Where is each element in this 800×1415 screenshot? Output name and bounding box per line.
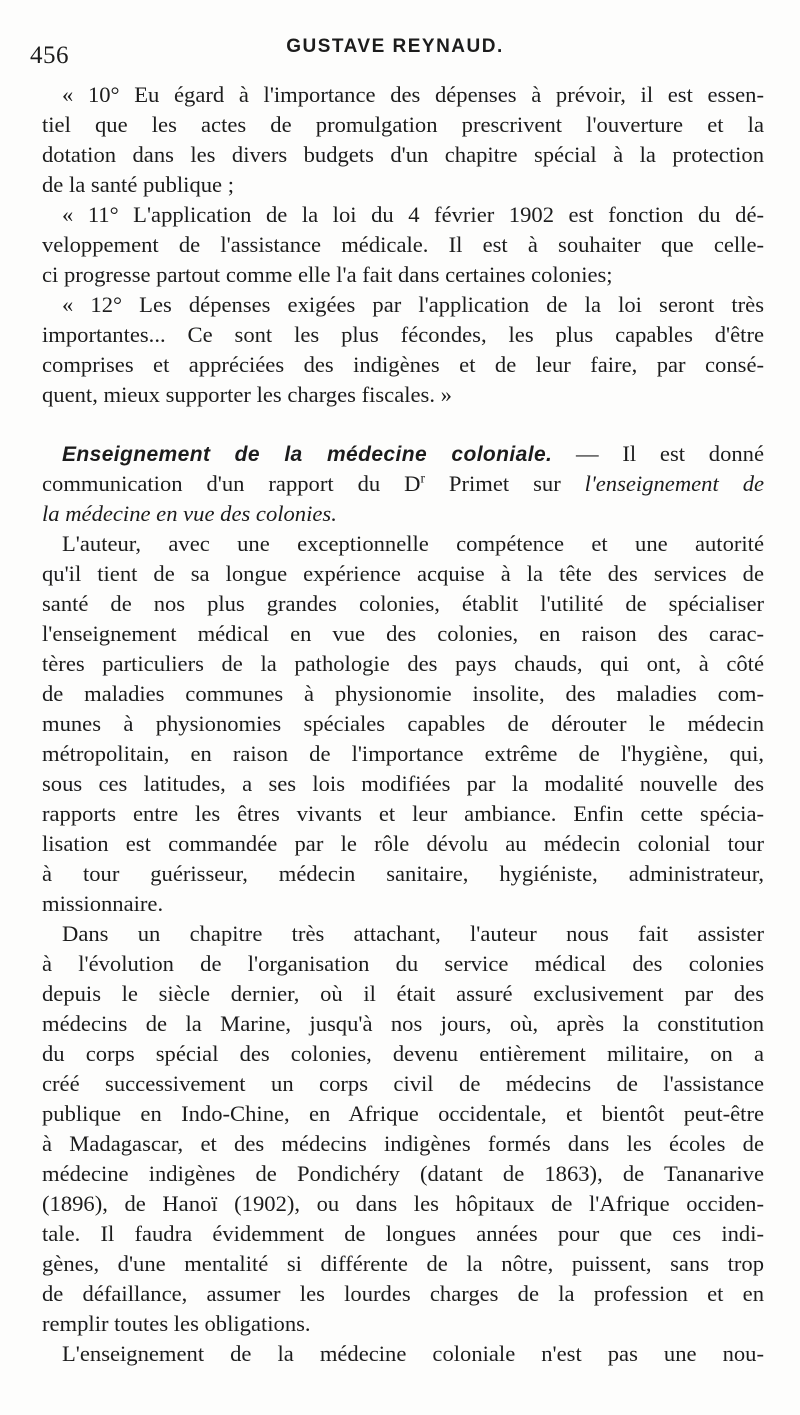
text-line <box>42 469 764 499</box>
text-line: « 11° L'application de la loi du 4 février 1902 est fonction du dé- <box>62 202 764 227</box>
text-line: du corps spécial des colonies, devenu entièrement militaire, on a <box>42 1041 764 1066</box>
text-line: de défaillance, assumer les lourdes charges de la profession et en <box>42 1281 764 1306</box>
text-line: lisation est commandée par le rôle dévolu au médecin colonial tour <box>42 831 764 856</box>
text-line: santé de nos plus grandes colonies, établit l'utilité de spécialiser <box>42 591 764 616</box>
text-line: l'enseignement médical en vue des colonies, en raison des carac- <box>42 621 764 646</box>
text-line: quent, mieux supporter les charges fiscales. » <box>42 382 452 407</box>
text-line: de maladies communes à physionomie insolite, des maladies com- <box>42 681 764 706</box>
paragraph-final <box>42 1339 764 1369</box>
text-line: importantes... Ce sont les plus fécondes, les plus capables d'être <box>42 322 764 347</box>
section-heading-line <box>42 439 764 469</box>
text-line: à tour guérisseur, médecin sanitaire, hygiéniste, administrateur, <box>42 861 764 886</box>
text-line: publique en Indo-Chine, en Afrique occidentale, et bientôt peut-être <box>42 1101 764 1126</box>
section-gap <box>42 410 764 439</box>
page-number: 456 <box>30 42 69 69</box>
text-line: L'auteur, avec une exceptionnelle compétence et une autorité <box>62 531 764 556</box>
section-heading-paragraph <box>42 439 764 529</box>
paragraph-chapter <box>42 919 764 1339</box>
text-line: depuis le siècle dernier, où il était assuré exclusivement par des <box>42 981 764 1006</box>
italic-title-line: la médecine en vue des colonies. <box>42 501 337 526</box>
section-title: Enseignement de la médecine coloniale. <box>62 443 553 466</box>
italic-title: l'enseignement de <box>584 471 765 496</box>
text-line: sous ces latitudes, a ses lois modifiées par la modalité nouvelle des <box>42 771 764 796</box>
text-line: à l'évolution de l'organisation du service médical des colonies <box>42 951 764 976</box>
text-segment: Primet sur <box>424 471 585 496</box>
page-header <box>30 34 760 69</box>
text-line: (1896), de Hanoï (1902), ou dans les hôpitaux de l'Afrique occiden- <box>42 1191 764 1216</box>
text-line: à Madagascar, et des médecins indigènes formés dans les écoles de <box>42 1131 764 1156</box>
section-title-rest: — Il est donné <box>552 441 764 466</box>
text-line: missionnaire. <box>42 891 164 916</box>
text-line: tères particuliers de la pathologie des pays chauds, qui ont, à côté <box>42 651 764 676</box>
paragraph-item-10 <box>42 80 764 200</box>
text-line: métropolitain, en raison de l'importance extrême de l'hygiène, qui, <box>42 741 764 766</box>
text-line: « 10° Eu égard à l'importance des dépenses à prévoir, il est essen- <box>62 82 764 107</box>
text-line: médecins de la Marine, jusqu'à nos jours, où, après la constitution <box>42 1011 764 1036</box>
text-line: remplir toutes les obligations. <box>42 1311 311 1336</box>
text-line: « 12° Les dépenses exigées par l'application de la loi seront très <box>62 292 764 317</box>
text-line: dotation dans les divers budgets d'un chapitre spécial à la protection <box>42 142 764 167</box>
text-line: comprises et appréciées des indigènes et de leur faire, par consé- <box>42 352 764 377</box>
text-line: médecine indigènes de Pondichéry (datant de 1863), de Tananarive <box>42 1161 764 1186</box>
text-line: créé successivement un corps civil de médecins de l'assistance <box>42 1071 764 1096</box>
text-line: qu'il tient de sa longue expérience acquise à la tête des services de <box>42 561 764 586</box>
paragraph-item-11 <box>42 200 764 290</box>
text-line: veloppement de l'assistance médicale. Il est à souhaiter que celle- <box>42 232 764 257</box>
paragraph-item-12 <box>42 290 764 410</box>
text-line: ci progresse partout comme elle l'a fait dans certaines colonies; <box>42 262 613 287</box>
running-head: GUSTAVE REYNAUD. <box>286 36 504 57</box>
text-line: munes à physionomies spéciales capables de dérouter le médecin <box>42 711 764 736</box>
text-line: L'enseignement de la médecine coloniale n'est pas une nou- <box>62 1341 764 1366</box>
text-line: gènes, d'une mentalité si différente de la nôtre, puissent, sans trop <box>42 1251 764 1276</box>
body-text <box>42 80 764 1369</box>
text-line: Dans un chapitre très attachant, l'auteur nous fait assister <box>62 921 764 946</box>
text-segment: communication d'un rapport du D <box>42 471 421 496</box>
superscript: r <box>420 470 425 486</box>
text-line: tiel que les actes de promulgation prescrivent l'ouverture et la <box>42 112 764 137</box>
paragraph-author <box>42 529 764 919</box>
text-line: tale. Il faudra évidemment de longues années pour que ces indi- <box>42 1221 764 1246</box>
text-line: rapports entre les êtres vivants et leur ambiance. Enfin cette spécia- <box>42 801 764 826</box>
text-line: de la santé publique ; <box>42 172 234 197</box>
